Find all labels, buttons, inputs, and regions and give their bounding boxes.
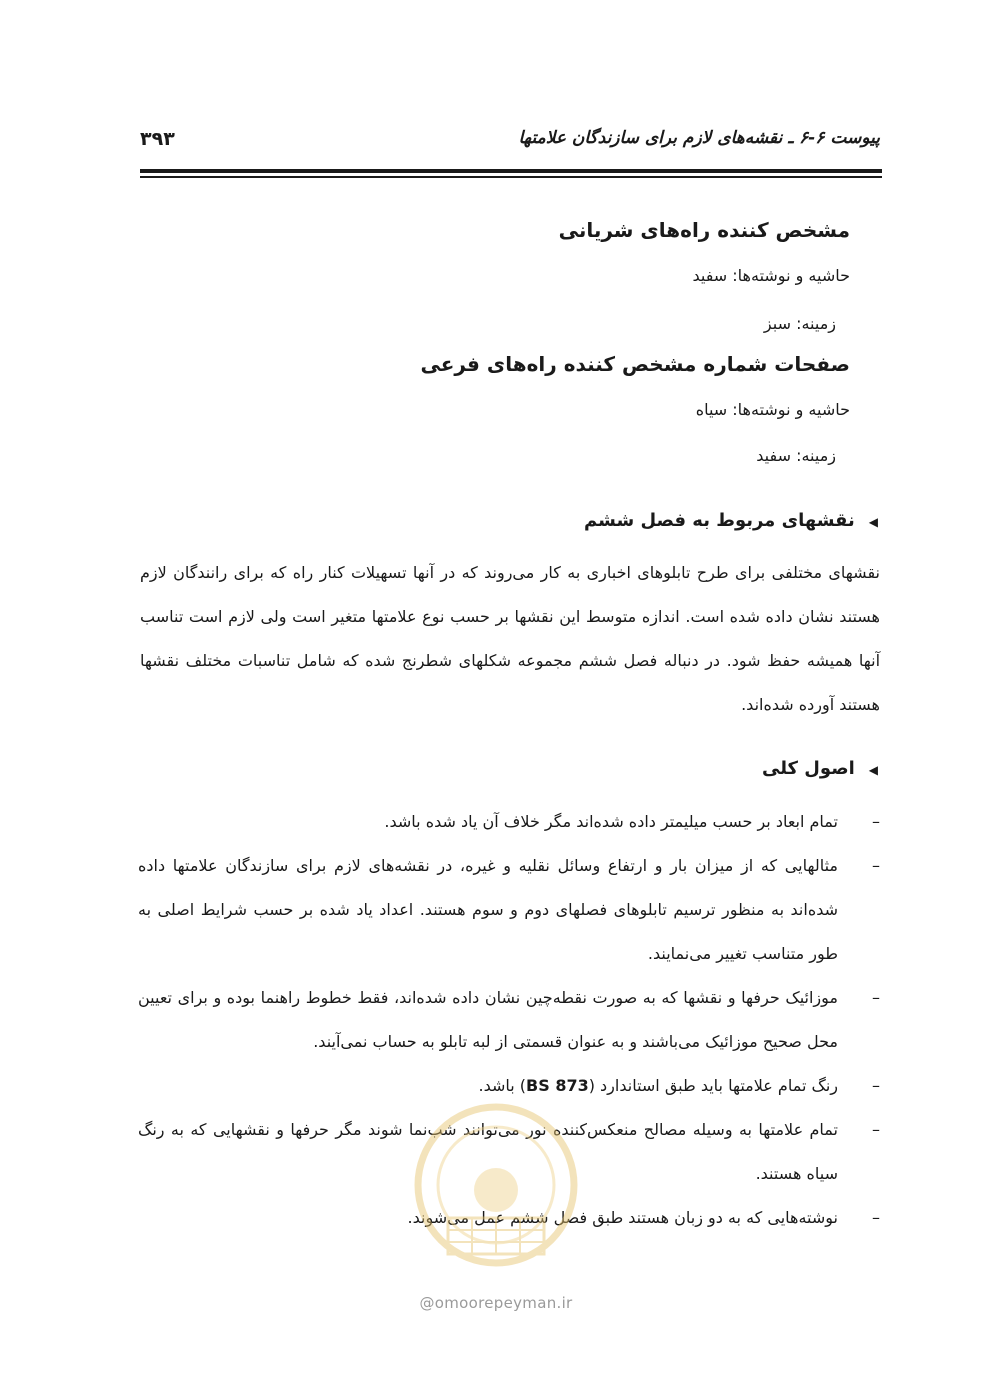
dash-bullet: – — [872, 812, 880, 831]
general-principles-heading-text: اصول کلی — [762, 758, 855, 779]
list-item-line: نوشته‌هایی که به دو زبان هستند طبق فصل ششم عمل می‌شوند. — [407, 1208, 838, 1227]
list-item — [138, 800, 880, 844]
chapter-six-paragraph — [140, 551, 880, 727]
dash-bullet: – — [872, 856, 880, 875]
list-item — [138, 976, 880, 1064]
header-rule-thin — [140, 176, 882, 178]
paragraph-line: شامل تناسبات مختلف نقشها هستند آورده شده‌اند. — [140, 651, 880, 714]
dash-bullet: – — [872, 1076, 880, 1095]
secondary-title: صفحات شماره مشخص کننده راه‌های فرعی — [420, 352, 850, 376]
header-rule-thick — [140, 169, 882, 173]
list-item-line: تعیین محل صحیح موزائیک می‌باشند و به عنوان قسمتی از لبه تابلو به حساب نمی‌آیند. — [138, 988, 838, 1051]
list-item-line: اصلی به طور متناسب تغییر می‌نمایند. — [138, 900, 838, 963]
dash-bullet: – — [872, 1120, 880, 1139]
paragraph-line: رانندگان لازم هستند نشان داده شده است. اندازه متوسط این نقشها بر حسب نوع علامتها متغیر است — [140, 563, 880, 626]
arterial-background-line: زمینه: سبز — [763, 314, 836, 333]
page-number: ۳۹۳ — [140, 128, 175, 150]
general-principles-heading — [138, 758, 878, 779]
watermark-url: @omoorepeyman.ir — [419, 1294, 573, 1312]
triangle-bullet-icon: ◀ — [868, 763, 878, 777]
omoorepeyman-logo-icon — [386, 1090, 606, 1280]
list-item — [138, 844, 880, 976]
chapter-six-heading — [138, 510, 878, 531]
list-item-line: به رنگ سیاه هستند. — [138, 1120, 838, 1183]
dash-bullet: – — [872, 988, 880, 1007]
paragraph-line: ولی لازم است تناسب آنها همیشه حفظ شود. در دنباله فصل ششم مجموعه شکلهای شطرنج شده که — [140, 607, 881, 670]
paragraph-line: نقشهای مختلفی برای طرح تابلوهای اخباری به کار می‌روند که در آنها تسهیلات کنار راه که برای — [233, 563, 881, 582]
chapter-six-heading-text: نقشهای مربوط به فصل ششم — [584, 510, 855, 531]
running-title: پیوست ۶-۶ ـ نقشه‌های لازم برای سازندگان علامتها — [518, 128, 880, 148]
list-item-text-before: رنگ تمام علامتها باید طبق استاندارد ( — [588, 1076, 838, 1095]
triangle-bullet-icon: ◀ — [868, 515, 878, 529]
list-item-text-after: ) باشد. — [478, 1076, 527, 1095]
list-item-line: داده شده‌اند به منظور ترسیم تابلوهای فصلهای دوم و سوم هستند. اعداد یاد شده بر حسب شرایط — [138, 856, 839, 919]
secondary-background-line: زمینه: سفید — [756, 446, 836, 465]
list-item-line: تمام علامتها به وسیله مصالح منعکس‌کننده نور می‌توانند شب‌نما شوند مگر حرفها و نقشهایی که — [190, 1120, 838, 1139]
standard-code: BS 873 — [526, 1076, 589, 1095]
arterial-title: مشخص کننده راه‌های شریانی — [558, 218, 850, 242]
secondary-border-line: حاشیه و نوشته‌ها: سیاه — [695, 400, 850, 419]
arterial-border-line: حاشیه و نوشته‌ها: سفید — [692, 266, 850, 285]
list-item-line: تمام ابعاد بر حسب میلیمتر داده شده‌اند مگر خلاف آن یاد شده باشد. — [384, 812, 838, 831]
list-item-line: مثالهایی که از میزان بار و ارتفاع وسائل نقلیه و غیره، در نقشه‌های لازم برای سازندگان علامتها — [172, 856, 838, 875]
dash-bullet: – — [872, 1208, 880, 1227]
list-item-line: موزائیک حرفها و نقشها که به صورت نقطه‌چین نشان داده شده‌اند، فقط خطوط راهنما بوده و برای — [177, 988, 838, 1007]
